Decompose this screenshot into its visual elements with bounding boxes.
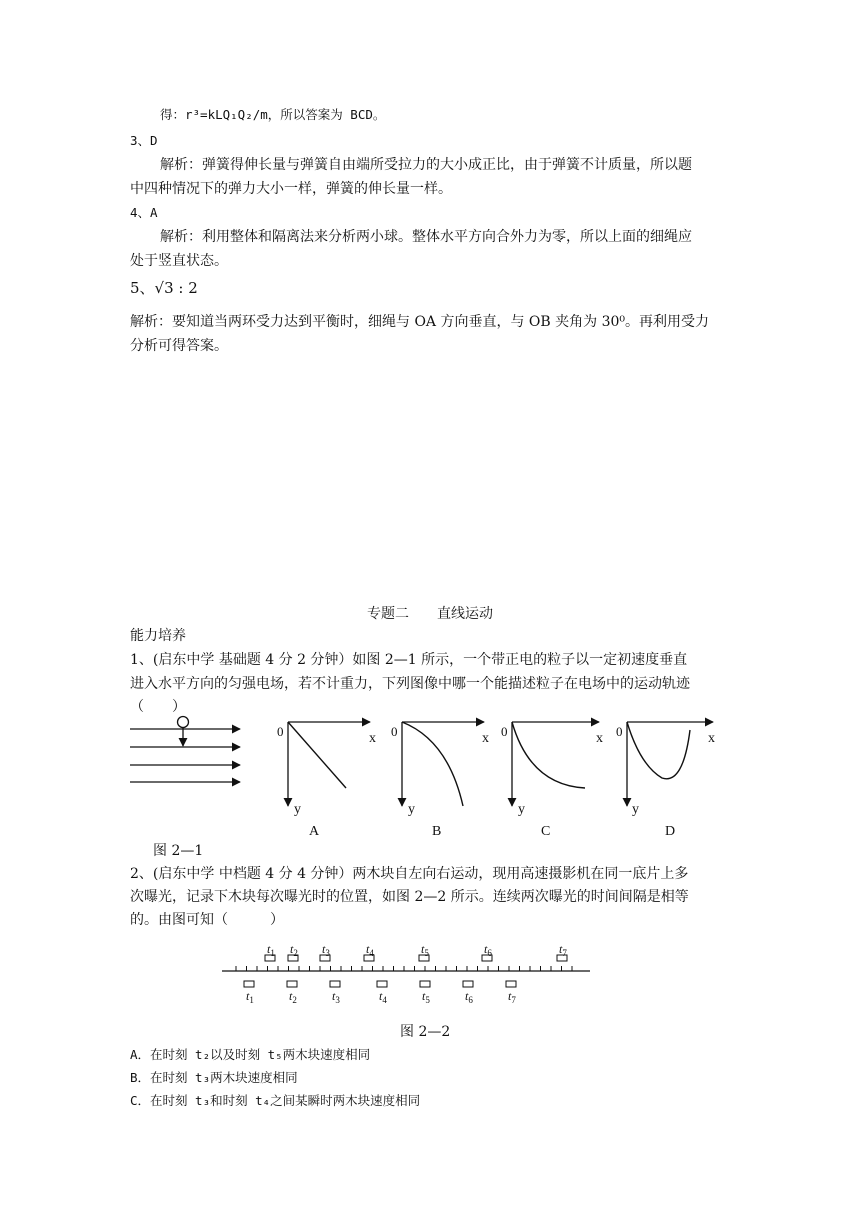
trajectory-curve [627, 722, 690, 779]
graph-b [391, 722, 489, 839]
bottom-blocks [244, 981, 516, 1005]
bottom-time-label: $t_7$ [508, 989, 516, 1005]
q1-answer-blank: （ ） [130, 699, 186, 715]
answer-4-text-cont: 处于竖直状态。 [130, 253, 228, 269]
y-axis-label: y [294, 802, 301, 817]
answer-4-text: 解析：利用整体和隔离法来分析两小球。整体水平方向合外力为零，所以上面的细绳应 [160, 229, 692, 245]
q2-text-cont: 次曝光，记录下木块每次曝光时的位置，如图 2—2 所示。连续两次曝光的时间间隔是相等 [130, 889, 689, 905]
x-axis-label: x [708, 731, 715, 746]
bottom-block [377, 981, 387, 987]
graph-d [616, 722, 715, 839]
top-time-label: $t_3$ [322, 942, 330, 958]
figure-2-2-caption: 图 2—2 [400, 1024, 451, 1040]
answer-5-text: 解析：要知道当两环受力达到平衡时，细绳与 OA 方向垂直，与 OB 夹角为 30⁰。再利用受力 [130, 314, 710, 330]
top-time-label: $t_1$ [267, 942, 275, 958]
y-axis-label: y [408, 802, 415, 817]
graph-a [277, 722, 376, 839]
x-axis-label: x [596, 731, 603, 746]
top-time-label: $t_2$ [290, 942, 298, 958]
q2-answer-blank: 的。由图可知（ ） [130, 912, 284, 928]
answer-4-label: 4、A [130, 205, 158, 220]
figure-2-1-caption: 图 2—1 [153, 843, 204, 859]
bottom-block [463, 981, 473, 987]
particle-circle [178, 717, 189, 728]
bottom-block [330, 981, 340, 987]
section-subtitle: 能力培养 [130, 628, 186, 644]
bottom-time-label: $t_1$ [246, 989, 254, 1005]
top-time-label: $t_7$ [559, 942, 567, 958]
section-title: 专题二 直线运动 [367, 606, 493, 622]
origin-label: 0 [616, 724, 623, 739]
q2-option-c: C．在时刻 t₃和时刻 t₄之间某瞬时两木块速度相同 [130, 1093, 421, 1108]
q1-text: 1、(启东中学 基础题 4 分 2 分钟）如图 2—1 所示，一个带正电的粒子以一定初速度垂直 [130, 652, 688, 668]
bottom-block [287, 981, 297, 987]
bottom-time-label: $t_3$ [332, 989, 340, 1005]
graph-letter: A [309, 824, 320, 839]
answer-5-text-cont: 分析可得答案。 [130, 338, 228, 354]
top-time-label: $t_4$ [366, 942, 374, 958]
top-blocks [265, 942, 567, 961]
field-diagram [130, 717, 240, 783]
graph-c [501, 722, 603, 839]
trajectory-curve [288, 722, 346, 788]
answer-3-label: 3、D [130, 133, 158, 148]
graph-letter: D [665, 824, 676, 839]
answer-3-text: 解析：弹簧得伸长量与弹簧自由端所受拉力的大小成正比，由于弹簧不计质量，所以题 [160, 157, 692, 173]
top-time-label: $t_6$ [484, 942, 492, 958]
trajectory-curve [402, 722, 463, 806]
graph-letter: C [541, 824, 551, 839]
bottom-time-label: $t_2$ [289, 989, 297, 1005]
q2-option-a: A．在时刻 t₂以及时刻 t₅两木块速度相同 [130, 1047, 371, 1062]
bottom-time-label: $t_4$ [379, 989, 387, 1005]
origin-label: 0 [391, 724, 398, 739]
origin-label: 0 [277, 724, 284, 739]
answer-5-label: 5、√3 : 2 [130, 279, 198, 297]
trajectory-curve [512, 722, 585, 788]
y-axis-label: y [632, 802, 639, 817]
answer-formula-line: 得：r³=kLQ₁Q₂/m，所以答案为 BCD。 [160, 107, 386, 122]
bottom-time-label: $t_6$ [465, 989, 473, 1005]
bottom-block [420, 981, 430, 987]
x-axis-label: x [369, 731, 376, 746]
top-time-label: $t_5$ [421, 942, 429, 958]
graph-letter: B [432, 824, 442, 839]
exposure-figure [222, 942, 590, 1005]
scale-ticks [236, 966, 572, 971]
y-axis-label: y [518, 802, 525, 817]
bottom-block [506, 981, 516, 987]
q2-option-b: B．在时刻 t₃两木块速度相同 [130, 1070, 298, 1085]
answer-3-text-cont: 中四种情况下的弹力大小一样，弹簧的伸长量一样。 [130, 181, 452, 197]
x-axis-label: x [482, 731, 489, 746]
bottom-block [244, 981, 254, 987]
q2-text: 2、(启东中学 中档题 4 分 4 分钟）两木块自左向右运动，现用高速摄影机在同一底片上多 [130, 866, 689, 882]
origin-label: 0 [501, 724, 508, 739]
q1-text-cont: 进入水平方向的匀强电场，若不计重力，下列图像中哪一个能描述粒子在电场中的运动轨迹 [130, 676, 690, 692]
bottom-time-label: $t_5$ [422, 989, 430, 1005]
